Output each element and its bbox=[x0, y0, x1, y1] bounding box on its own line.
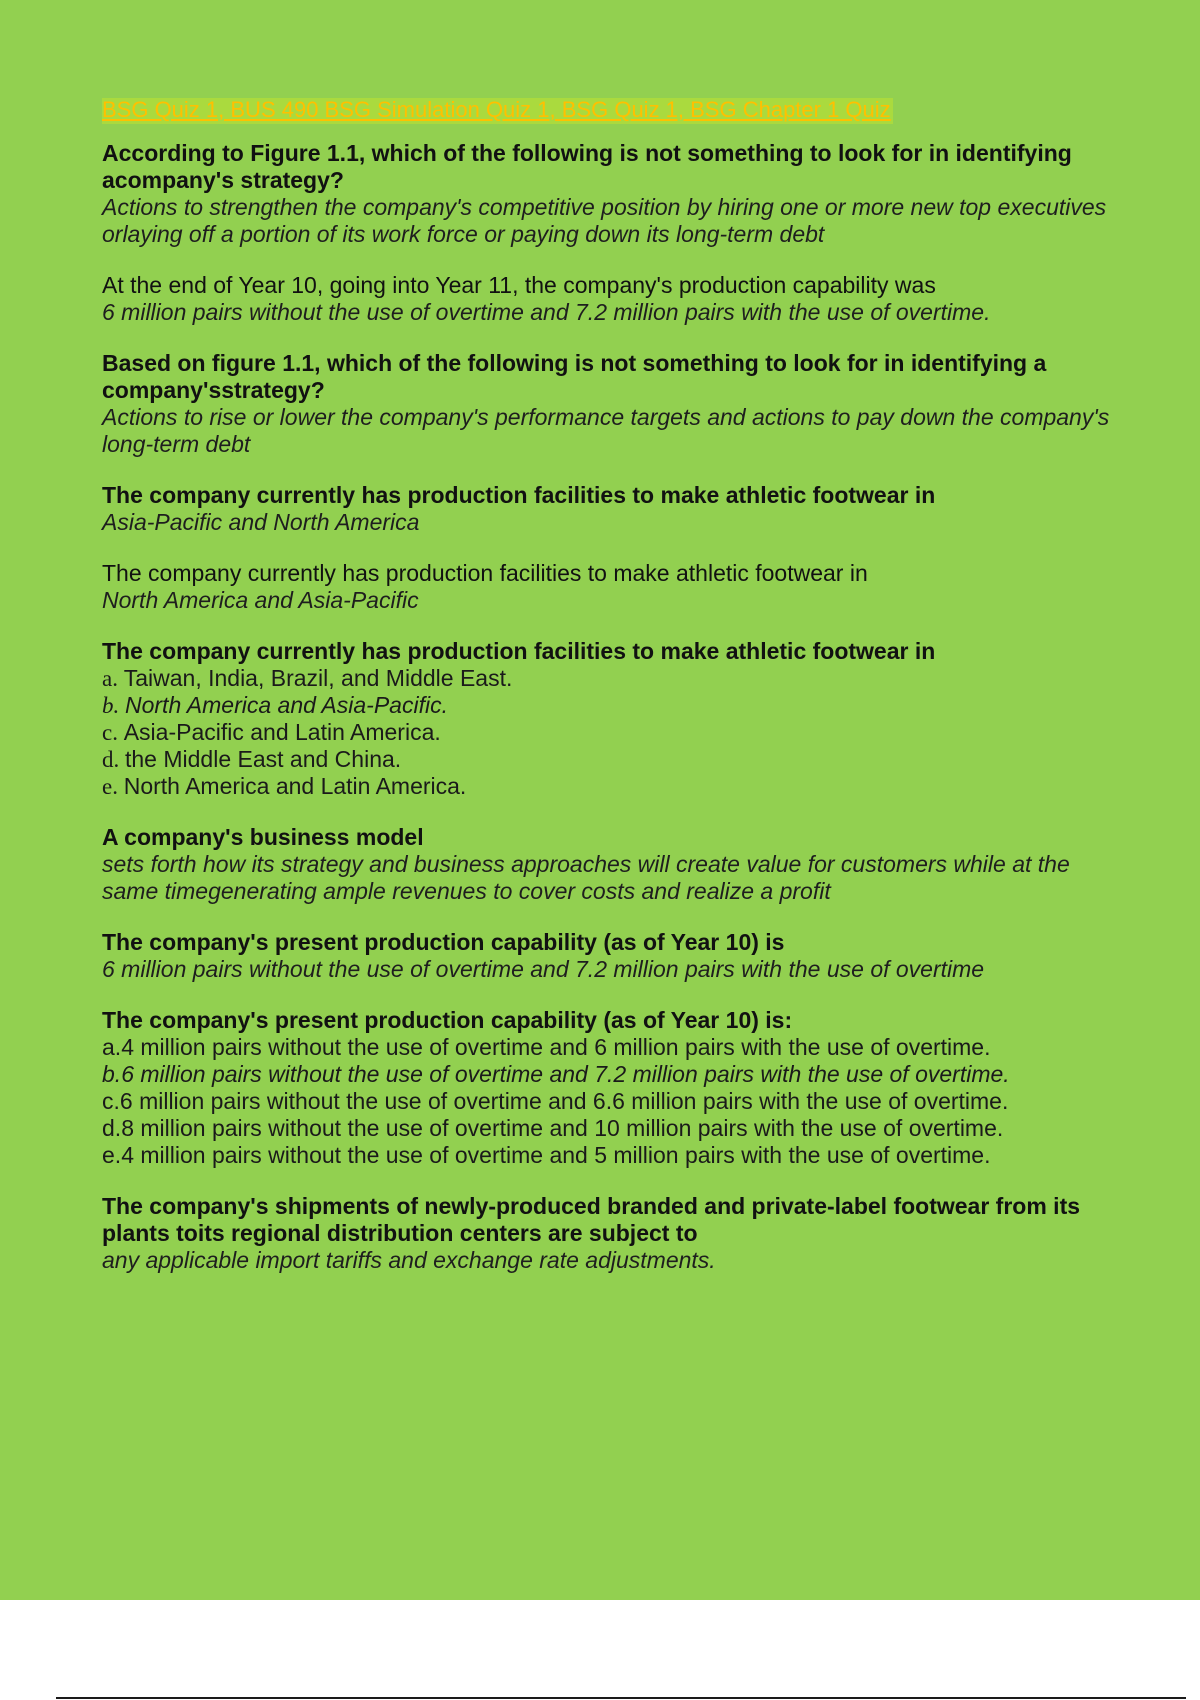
qa-item-1 bbox=[102, 140, 1132, 248]
option-text: 4 million pairs without the use of overtime and 5 million pairs with the use of overtime. bbox=[121, 1142, 991, 1168]
option-text: 6 million pairs without the use of overtime and 7.2 million pairs with the use of overtime. bbox=[121, 1061, 1010, 1087]
option-letter: d. bbox=[102, 747, 125, 772]
question-text: The company currently has production facilities to make athletic footwear in bbox=[102, 560, 868, 586]
answer-text: Actions to rise or lower the company's performance targets and actions to pay down the company's long-term debt bbox=[102, 404, 1110, 457]
question-text: The company's present production capability (as of Year 10) is bbox=[102, 929, 785, 955]
option-letter: c. bbox=[102, 720, 124, 745]
option-letter: e. bbox=[102, 1142, 122, 1168]
qa-item-10 bbox=[102, 1193, 1132, 1274]
option-text: 8 million pairs without the use of overtime and 10 million pairs with the use of overtime. bbox=[121, 1115, 1004, 1141]
option-letter: c. bbox=[102, 1088, 120, 1114]
option-letter: a. bbox=[102, 1034, 122, 1060]
option-b-correct bbox=[102, 1061, 1132, 1088]
option-text: the Middle East and China. bbox=[125, 746, 402, 772]
question-text: The company currently has production facilities to make athletic footwear in bbox=[102, 638, 936, 664]
question-text: According to Figure 1.1, which of the following is not something to look for in identifying acompany's strategy? bbox=[102, 140, 1072, 193]
option-c bbox=[102, 1088, 1132, 1115]
qa-item-3 bbox=[102, 350, 1132, 458]
qa-item-4 bbox=[102, 482, 1132, 536]
question-text: The company's shipments of newly-produced branded and private-label footwear from its plants toits regional distribution centers are subject to bbox=[102, 1193, 1081, 1246]
qa-item-9 bbox=[102, 1007, 1132, 1169]
option-b-correct bbox=[102, 692, 1132, 719]
quiz-content bbox=[102, 96, 1132, 1298]
answer-text: 6 million pairs without the use of overtime and 7.2 million pairs with the use of overtime bbox=[102, 956, 985, 982]
option-text: North America and Latin America. bbox=[123, 773, 467, 799]
qa-item-7 bbox=[102, 824, 1132, 905]
option-letter: d. bbox=[102, 1115, 122, 1141]
option-e bbox=[102, 1142, 1132, 1169]
option-text: 4 million pairs without the use of overtime and 6 million pairs with the use of overtime. bbox=[121, 1034, 991, 1060]
document-title-link[interactable]: BSG Quiz 1, BUS 490 BSG Simulation Quiz 1, BSG Quiz 1, BSG Chapter 1 Quiz bbox=[102, 97, 891, 122]
qa-item-5 bbox=[102, 560, 1132, 614]
option-d bbox=[102, 1115, 1132, 1142]
answer-text: North America and Asia-Pacific bbox=[102, 587, 419, 613]
question-text: Based on figure 1.1, which of the following is not something to look for in identifying a company'sstrategy? bbox=[102, 350, 1047, 403]
answer-text: Actions to strengthen the company's competitive position by hiring one or more new top executives orlaying off a portion of its work force or paying down its long-term debt bbox=[102, 194, 1107, 247]
option-a bbox=[102, 665, 1132, 692]
option-d bbox=[102, 746, 1132, 773]
qa-item-8 bbox=[102, 929, 1132, 983]
option-text: Taiwan, India, Brazil, and Middle East. bbox=[123, 665, 513, 691]
question-text: At the end of Year 10, going into Year 11, the company's production capability was bbox=[102, 272, 936, 298]
answer-text: any applicable import tariffs and exchange rate adjustments. bbox=[102, 1247, 716, 1273]
qa-item-6 bbox=[102, 638, 1132, 800]
option-letter: e. bbox=[102, 774, 124, 799]
option-letter: b. bbox=[102, 693, 125, 718]
option-text: North America and Asia-Pacific. bbox=[125, 692, 448, 718]
qa-item-2 bbox=[102, 272, 1132, 326]
option-letter: a. bbox=[102, 666, 124, 691]
answer-text: Asia-Pacific and North America bbox=[102, 509, 420, 535]
question-text: A company's business model bbox=[102, 824, 424, 850]
option-c bbox=[102, 719, 1132, 746]
option-text: 6 million pairs without the use of overtime and 6.6 million pairs with the use of overtime. bbox=[119, 1088, 1009, 1114]
option-text: Asia-Pacific and Latin America. bbox=[123, 719, 441, 745]
answer-text: 6 million pairs without the use of overtime and 7.2 million pairs with the use of overtime. bbox=[102, 299, 991, 325]
question-text: The company currently has production facilities to make athletic footwear in bbox=[102, 482, 936, 508]
option-letter: b. bbox=[102, 1061, 122, 1087]
option-a bbox=[102, 1034, 1132, 1061]
question-text: The company's present production capability (as of Year 10) is: bbox=[102, 1007, 793, 1033]
footer-divider bbox=[56, 1697, 1186, 1699]
option-e bbox=[102, 773, 1132, 800]
answer-text: sets forth how its strategy and business approaches will create value for customers while at the same timegenerating ample revenues to cover costs and realize a profit bbox=[102, 851, 1070, 904]
